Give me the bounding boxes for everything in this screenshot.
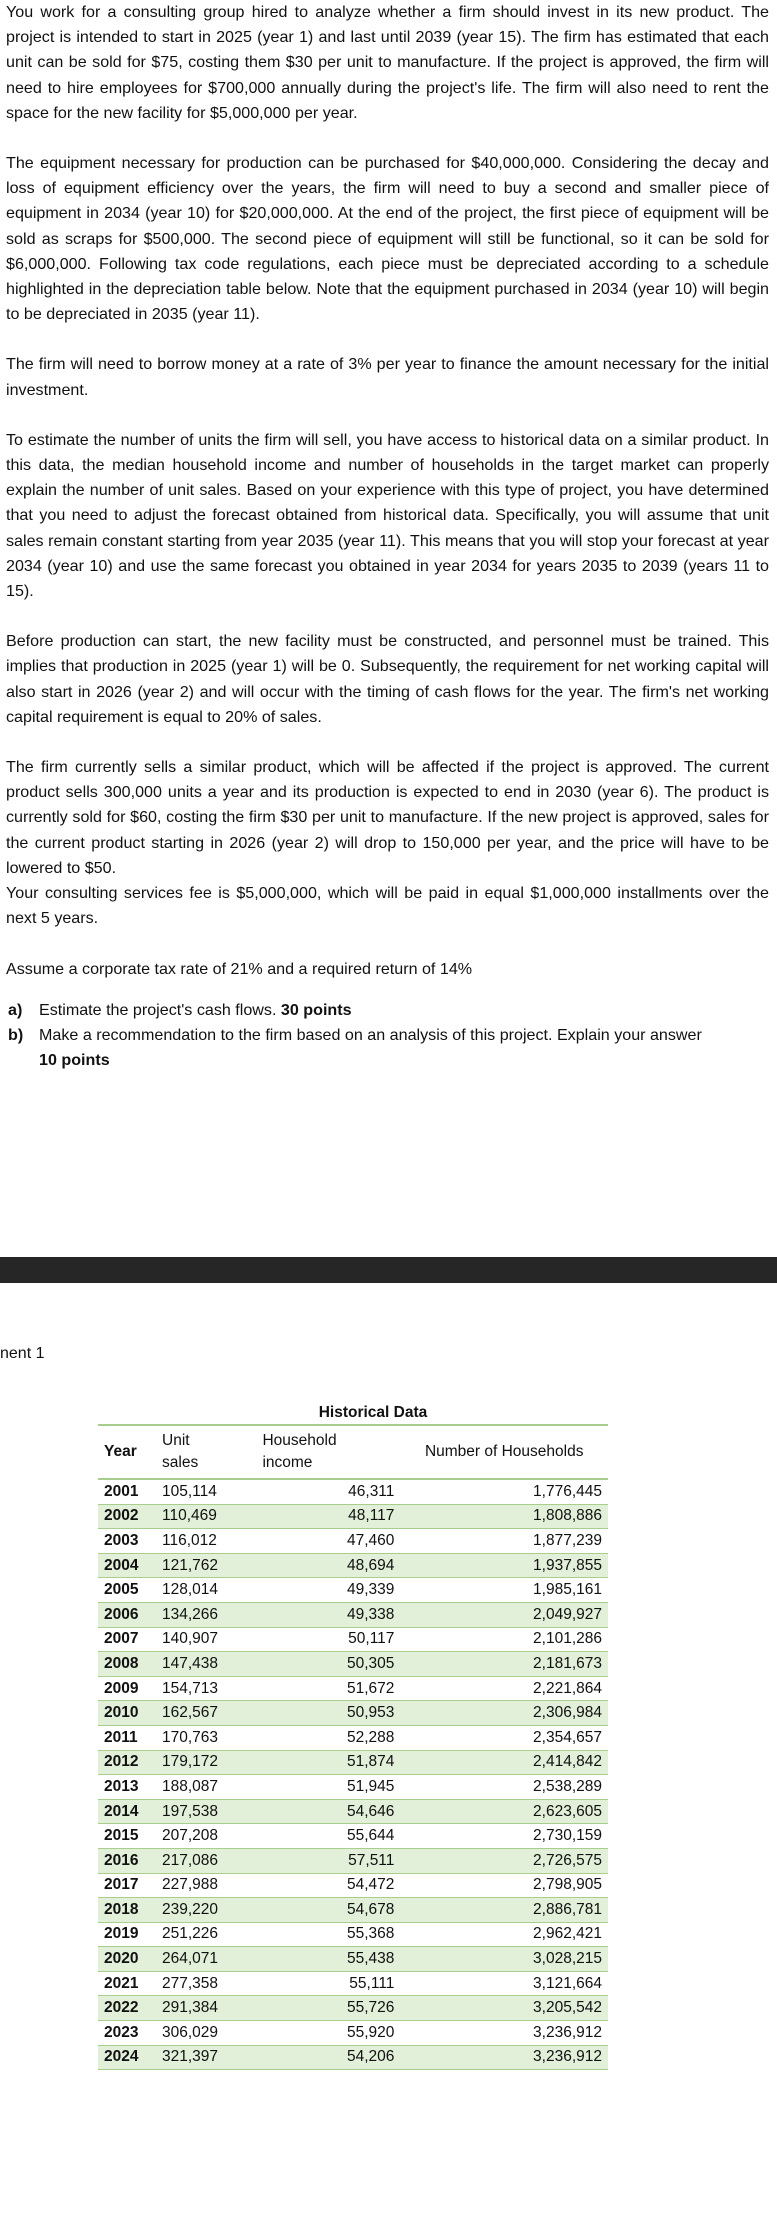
table-row: [98, 1602, 608, 1627]
cell-unit-sales: 116,012: [156, 1529, 256, 1554]
paragraph-cannibalization: The firm currently sells a similar product, which will be affected if the project is approved. The current product sells 300,000 units a year and its production is expected to end in 2030 (year 6). The product is currently sold for $60, costing the firm $30 per unit to manufacture. If the new project is approved, sales for the current product starting in 2026 (year 2) will drop to 150,000 per year, and the price will have to be lowered to $50.: [6, 758, 769, 877]
cell-year: 2023: [98, 2021, 156, 2046]
table-row: [98, 1578, 608, 1603]
cell-unit-sales: 306,029: [156, 2021, 256, 2046]
cell-household-income: 50,117: [256, 1627, 400, 1652]
cell-household-income: 46,311: [256, 1479, 400, 1504]
cell-unit-sales: 321,397: [156, 2045, 256, 2070]
cell-year: 2010: [98, 1701, 156, 1726]
cell-household-income: 54,646: [256, 1799, 400, 1824]
cell-unit-sales: 110,469: [156, 1504, 256, 1529]
cell-year: 2018: [98, 1898, 156, 1923]
cell-household-income: 51,945: [256, 1775, 400, 1800]
cell-household-income: 47,460: [256, 1529, 400, 1554]
table-row: [98, 1652, 608, 1677]
cell-household-income: 48,117: [256, 1504, 400, 1529]
cell-year: 2008: [98, 1652, 156, 1677]
cell-unit-sales: 227,988: [156, 1873, 256, 1898]
header-unit-sales: Unit sales: [156, 1425, 256, 1479]
cell-unit-sales: 170,763: [156, 1725, 256, 1750]
cell-household-income: 51,672: [256, 1676, 400, 1701]
cell-year: 2007: [98, 1627, 156, 1652]
question-list: [6, 998, 769, 1074]
header-year: Year: [98, 1425, 156, 1479]
question-text: Estimate the project's cash flows.: [39, 1000, 281, 1019]
cell-unit-sales: 217,086: [156, 1848, 256, 1873]
cell-year: 2003: [98, 1529, 156, 1554]
cell-year: 2006: [98, 1602, 156, 1627]
table-row: [98, 2021, 608, 2046]
cell-unit-sales: 105,114: [156, 1479, 256, 1504]
cell-year: 2012: [98, 1750, 156, 1775]
cell-number-of-households: 2,962,421: [400, 1922, 608, 1947]
cell-number-of-households: 1,808,886: [400, 1504, 608, 1529]
cell-number-of-households: 2,414,842: [400, 1750, 608, 1775]
cell-unit-sales: 134,266: [156, 1602, 256, 1627]
paragraph-financing: The firm will need to borrow money at a rate of 3% per year to finance the amount necessary for the initial investment.: [6, 355, 769, 399]
table-row: [98, 1873, 608, 1898]
table-row: [98, 1479, 608, 1504]
paragraph-consulting-fee: Your consulting services fee is $5,000,000, which will be paid in equal $1,000,000 installments over the next 5 years.: [6, 884, 769, 928]
paragraph-forecast: To estimate the number of units the firm will sell, you have access to historical data on a similar product. In this data, the median household income and number of households in the target market can properly explain the number of unit sales. Based on your experience with this type of project, you have determined that you need to adjust the forecast obtained from historical data. Specifically, you will assume that unit sales remain constant starting from year 2035 (year 11). This means that you will stop your forecast at year 2034 (year 10) and use the same forecast you obtained in year 2034 for years 2035 to 2039 (years 11 to 15).: [6, 430, 769, 601]
cell-year: 2002: [98, 1504, 156, 1529]
cell-number-of-households: 3,236,912: [400, 2021, 608, 2046]
table-row: [98, 1775, 608, 1800]
table-row: [98, 1898, 608, 1923]
cell-household-income: 54,206: [256, 2045, 400, 2070]
question-points: 10 points: [39, 1051, 110, 1070]
cell-unit-sales: 147,438: [156, 1652, 256, 1677]
cell-household-income: 55,644: [256, 1824, 400, 1849]
cell-unit-sales: 277,358: [156, 1971, 256, 1996]
cell-year: 2017: [98, 1873, 156, 1898]
cell-year: 2019: [98, 1922, 156, 1947]
table-row: [98, 1971, 608, 1996]
cell-unit-sales: 207,208: [156, 1824, 256, 1849]
cell-number-of-households: 2,538,289: [400, 1775, 608, 1800]
table-row: [98, 1529, 608, 1554]
cell-household-income: 50,953: [256, 1701, 400, 1726]
cell-unit-sales: 128,014: [156, 1578, 256, 1603]
cell-household-income: 52,288: [256, 1725, 400, 1750]
table-row: [98, 1848, 608, 1873]
cell-number-of-households: 2,306,984: [400, 1701, 608, 1726]
cell-year: 2014: [98, 1799, 156, 1824]
cell-number-of-households: 1,877,239: [400, 1529, 608, 1554]
cell-year: 2005: [98, 1578, 156, 1603]
cell-year: 2024: [98, 2045, 156, 2070]
header-number-of-households: Number of Households: [400, 1425, 608, 1479]
historical-data-table: [98, 1403, 608, 2070]
question-marker: a): [8, 1000, 23, 1019]
cell-year: 2011: [98, 1725, 156, 1750]
table-row: [98, 1676, 608, 1701]
table-row: [98, 1996, 608, 2021]
cell-unit-sales: 197,538: [156, 1799, 256, 1824]
cell-number-of-households: 1,776,445: [400, 1479, 608, 1504]
cell-year: 2015: [98, 1824, 156, 1849]
page-separator: [0, 1257, 777, 1283]
cell-household-income: 55,726: [256, 1996, 400, 2021]
cell-year: 2013: [98, 1775, 156, 1800]
cell-unit-sales: 188,087: [156, 1775, 256, 1800]
question-text: Make a recommendation to the firm based on an analysis of this project. Explain your answer: [39, 1025, 702, 1044]
cell-household-income: 48,694: [256, 1553, 400, 1578]
page-fragment-label: nent 1: [0, 1345, 45, 1362]
cell-unit-sales: 239,220: [156, 1898, 256, 1923]
cell-year: 2009: [98, 1676, 156, 1701]
header-household-income: Household income: [256, 1425, 400, 1479]
table-row: [98, 1504, 608, 1529]
cell-number-of-households: 2,181,673: [400, 1652, 608, 1677]
cell-household-income: 49,339: [256, 1578, 400, 1603]
cell-number-of-households: 3,236,912: [400, 2045, 608, 2070]
cell-year: 2020: [98, 1947, 156, 1972]
cell-unit-sales: 251,226: [156, 1922, 256, 1947]
cell-household-income: 55,920: [256, 2021, 400, 2046]
cell-year: 2021: [98, 1971, 156, 1996]
cell-unit-sales: 140,907: [156, 1627, 256, 1652]
table-row: [98, 1627, 608, 1652]
cell-number-of-households: 2,623,605: [400, 1799, 608, 1824]
cell-number-of-households: 1,985,161: [400, 1578, 608, 1603]
assignment-text: [0, 0, 777, 1073]
cell-year: 2016: [98, 1848, 156, 1873]
cell-unit-sales: 162,567: [156, 1701, 256, 1726]
cell-household-income: 49,338: [256, 1602, 400, 1627]
cell-number-of-households: 2,101,286: [400, 1627, 608, 1652]
paragraph-equipment: The equipment necessary for production can be purchased for $40,000,000. Considering the decay and loss of equipment efficiency over the years, the firm will need to buy a second and smaller piece of equipment in 2034 (year 10) for $20,000,000. At the end of the project, the first piece of equipment will be sold as scraps for $500,000. The second piece of equipment will still be functional, so it can be sold for $6,000,000. Following tax code regulations, each piece must be depreciated according to a schedule highlighted in the depreciation table below. Note that the equipment purchased in 2034 (year 10) will begin to be depreciated in 2035 (year 11).: [6, 154, 769, 324]
cell-number-of-households: 2,049,927: [400, 1602, 608, 1627]
cell-number-of-households: 1,937,855: [400, 1553, 608, 1578]
table-row: [98, 2045, 608, 2070]
data-table: [98, 1424, 608, 2070]
table-row: [98, 1750, 608, 1775]
cell-unit-sales: 154,713: [156, 1676, 256, 1701]
cell-unit-sales: 264,071: [156, 1947, 256, 1972]
paragraph-tax-rate: Assume a corporate tax rate of 21% and a required return of 14%: [6, 959, 473, 978]
assignment-page: [0, 0, 777, 1073]
cell-household-income: 55,438: [256, 1947, 400, 1972]
table-row: [98, 1799, 608, 1824]
table-row: [98, 1947, 608, 1972]
cell-household-income: 54,472: [256, 1873, 400, 1898]
cell-number-of-households: 2,726,575: [400, 1848, 608, 1873]
cell-household-income: 54,678: [256, 1898, 400, 1923]
cell-unit-sales: 121,762: [156, 1553, 256, 1578]
cell-year: 2022: [98, 1996, 156, 2021]
question-b: [6, 1023, 769, 1073]
cell-year: 2001: [98, 1479, 156, 1504]
question-points: 30 points: [280, 1000, 352, 1019]
table-row: [98, 1725, 608, 1750]
cell-household-income: 50,305: [256, 1652, 400, 1677]
cell-unit-sales: 179,172: [156, 1750, 256, 1775]
cell-household-income: 55,368: [256, 1922, 400, 1947]
cell-household-income: 55,111: [256, 1971, 400, 1996]
table-title: Historical Data: [318, 1404, 428, 1421]
cell-number-of-households: 2,886,781: [400, 1898, 608, 1923]
cell-number-of-households: 3,028,215: [400, 1947, 608, 1972]
table-header-row: [98, 1425, 608, 1479]
cell-year: 2004: [98, 1553, 156, 1578]
cell-household-income: 51,874: [256, 1750, 400, 1775]
cell-number-of-households: 2,730,159: [400, 1824, 608, 1849]
table-row: [98, 1922, 608, 1947]
cell-number-of-households: 2,798,905: [400, 1873, 608, 1898]
question-marker: b): [8, 1025, 24, 1044]
cell-number-of-households: 2,354,657: [400, 1725, 608, 1750]
cell-number-of-households: 3,205,542: [400, 1996, 608, 2021]
cell-number-of-households: 2,221,864: [400, 1676, 608, 1701]
paragraph-working-capital: Before production can start, the new facility must be constructed, and personnel must be trained. This implies that production in 2025 (year 1) will be 0. Subsequently, the requirement for net working capital will also start in 2026 (year 2) and will occur with the timing of cash flows for the year. The firm's net working capital requirement is equal to 20% of sales.: [6, 632, 769, 726]
question-a: [6, 998, 769, 1023]
cell-household-income: 57,511: [256, 1848, 400, 1873]
cell-number-of-households: 3,121,664: [400, 1971, 608, 1996]
paragraph-intro: You work for a consulting group hired to analyze whether a firm should invest in its new product. The project is intended to start in 2025 (year 1) and last until 2039 (year 15). The firm has estimated that each unit can be sold for $75, costing them $30 per unit to manufacture. If the project is approved, the firm will need to hire employees for $700,000 annually during the project's life. The firm will also need to rent the space for the new facility for $5,000,000 per year.: [6, 3, 769, 122]
table-row: [98, 1701, 608, 1726]
cell-unit-sales: 291,384: [156, 1996, 256, 2021]
table-row: [98, 1824, 608, 1849]
table-row: [98, 1553, 608, 1578]
